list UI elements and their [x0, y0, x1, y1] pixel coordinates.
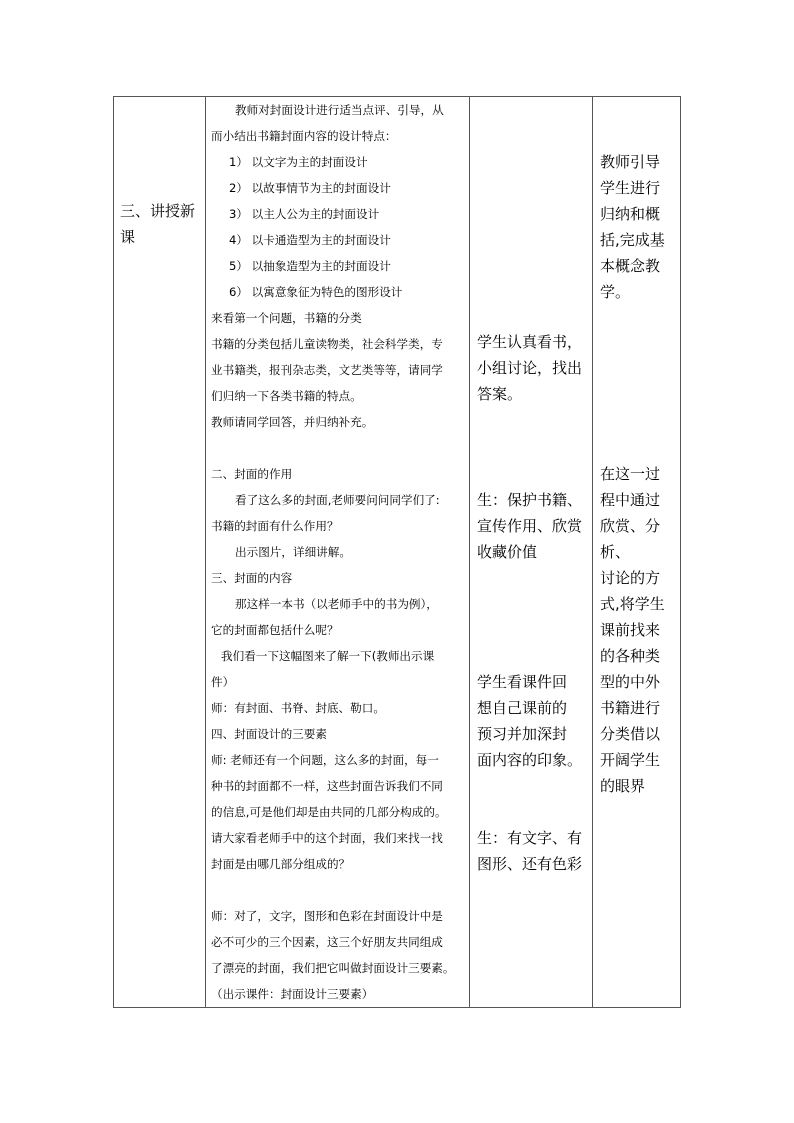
student-answer-1: [477, 329, 588, 407]
teacher-note-1: [600, 149, 678, 305]
section-text: 看了这么多的封面,老师要问问同学们了:: [235, 493, 440, 507]
summary-block: [211, 903, 465, 1007]
feature-item: 1） 以文字为主的封面设计: [229, 155, 368, 169]
section-text: 书籍的封面有什么作用？: [211, 519, 339, 533]
teacher-line: 书籍进行: [600, 699, 661, 717]
section-title: 四、封面设计的三要素: [211, 727, 327, 741]
student-line: 答案。: [477, 385, 523, 403]
question-text: 们归纳一下各类书籍的特点。: [211, 389, 362, 403]
student-line: 生：保护书籍、: [477, 491, 583, 509]
question-text: 书籍的分类包括儿童读物类，社会科学类，专: [211, 337, 443, 351]
teacher-line: 开阔学生: [600, 751, 661, 769]
teacher-line: 课前找来: [600, 621, 661, 639]
student-answer-4: [477, 825, 588, 877]
intro-line: 而小结出书籍封面内容的设计特点：: [211, 129, 397, 143]
teacher-line: 式,将学生: [600, 595, 665, 613]
student-line: 收藏价值: [477, 543, 538, 561]
teacher-line: 教师引导: [600, 153, 661, 171]
teacher-line: 学生进行: [600, 179, 661, 197]
intro-line: 教师对封面设计进行适当点评、引导，从: [235, 103, 444, 117]
section-text: 种书的封面都不一样，这些封面告诉我们不同: [211, 779, 443, 793]
content-cell: [206, 97, 470, 1008]
student-line: 小组讨论，找出: [477, 359, 583, 377]
teacher-intent-cell: [593, 97, 681, 1008]
intro-block: [211, 97, 465, 435]
student-line: 面内容的印象。: [477, 751, 583, 769]
section-text: 师: 老师还有一个问题，这么多的封面，每一: [211, 753, 439, 767]
feature-item: 2） 以故事情节为主的封面设计: [229, 181, 391, 195]
table-row: [114, 97, 681, 1008]
teacher-line: 讨论的方: [600, 569, 661, 587]
student-line: 图形、还有色彩: [477, 855, 583, 873]
section-text: 出示图片，详细讲解。: [235, 545, 351, 559]
lesson-plan-table: [113, 96, 681, 1008]
summary-text: 必不可少的三个因素，这三个好朋友共同组成: [211, 935, 443, 949]
section-text: 师：有封面、书脊、封底、勒口。: [211, 701, 385, 715]
feature-item: 6） 以寓意象征为特色的图形设计: [229, 285, 403, 299]
teacher-line: 欣赏、分析、: [600, 517, 661, 561]
student-activity-cell: [470, 97, 593, 1008]
student-line: 学生认真看书，: [477, 333, 583, 351]
student-line: 学生看课件回: [477, 673, 568, 691]
stage-cell: [114, 97, 206, 1008]
feature-item: 5） 以抽象造型为主的封面设计: [229, 259, 391, 273]
stage-label: 三、讲授新课: [120, 202, 196, 246]
section-title: 二、封面的作用: [211, 467, 293, 481]
question-answer: 教师请同学回答，并归纳补充。: [211, 415, 374, 429]
summary-text: 师：对了，文字，图形和色彩在封面设计中是: [211, 909, 443, 923]
teacher-line: 分类借以: [600, 725, 661, 743]
question-text: 业书籍类，报刊杂志类，文艺类等等，请同学: [211, 363, 443, 377]
student-line: 生：有文字、有: [477, 829, 583, 847]
feature-item: 4） 以卡通造型为主的封面设计: [229, 233, 391, 247]
section-title: 三、封面的内容: [211, 571, 293, 585]
section-text: 那这样一本书（以老师手中的书为例），: [235, 597, 438, 611]
teacher-line: 程中通过: [600, 491, 661, 509]
student-answer-2: [477, 487, 588, 565]
teacher-line: 型的中外: [600, 673, 661, 691]
student-line: 预习并加深封: [477, 725, 568, 743]
student-line: 想自己课前的: [477, 699, 568, 717]
section-text: 它的封面都包括什么呢？: [211, 623, 339, 637]
section-2-block: [211, 461, 465, 877]
summary-text: （出示课件：封面设计三要素）: [211, 987, 374, 1001]
summary-text: 了漂亮的封面，我们把它叫做封面设计三要素。: [211, 961, 455, 975]
student-line: 宣传作用、欣赏: [477, 517, 583, 535]
question-title: 来看第一个问题，书籍的分类: [211, 311, 362, 325]
student-answer-3: [477, 669, 588, 773]
teacher-line: 的各种类: [600, 647, 661, 665]
teacher-line: 在这一过: [600, 465, 661, 483]
section-text: 请大家看老师手中的这个封面，我们来找一找: [211, 831, 443, 845]
teacher-line: 归纳和概: [600, 205, 661, 223]
teacher-note-2: [600, 461, 678, 799]
teacher-line: 的眼界: [600, 777, 646, 795]
teacher-line: 学。: [600, 283, 631, 301]
section-text: 封面是由哪几部分组成的？: [211, 857, 351, 871]
teacher-line: 括,完成基: [600, 231, 665, 249]
teacher-line: 本概念教: [600, 257, 661, 275]
section-text: 我们看一下这幅图来了解一下(教师出示课: [221, 649, 435, 663]
feature-item: 3） 以主人公为主的封面设计: [229, 207, 380, 221]
section-text: 件）: [211, 675, 235, 689]
section-text: 的信息,可是他们却是由共同的几部分构成的。: [211, 805, 447, 819]
